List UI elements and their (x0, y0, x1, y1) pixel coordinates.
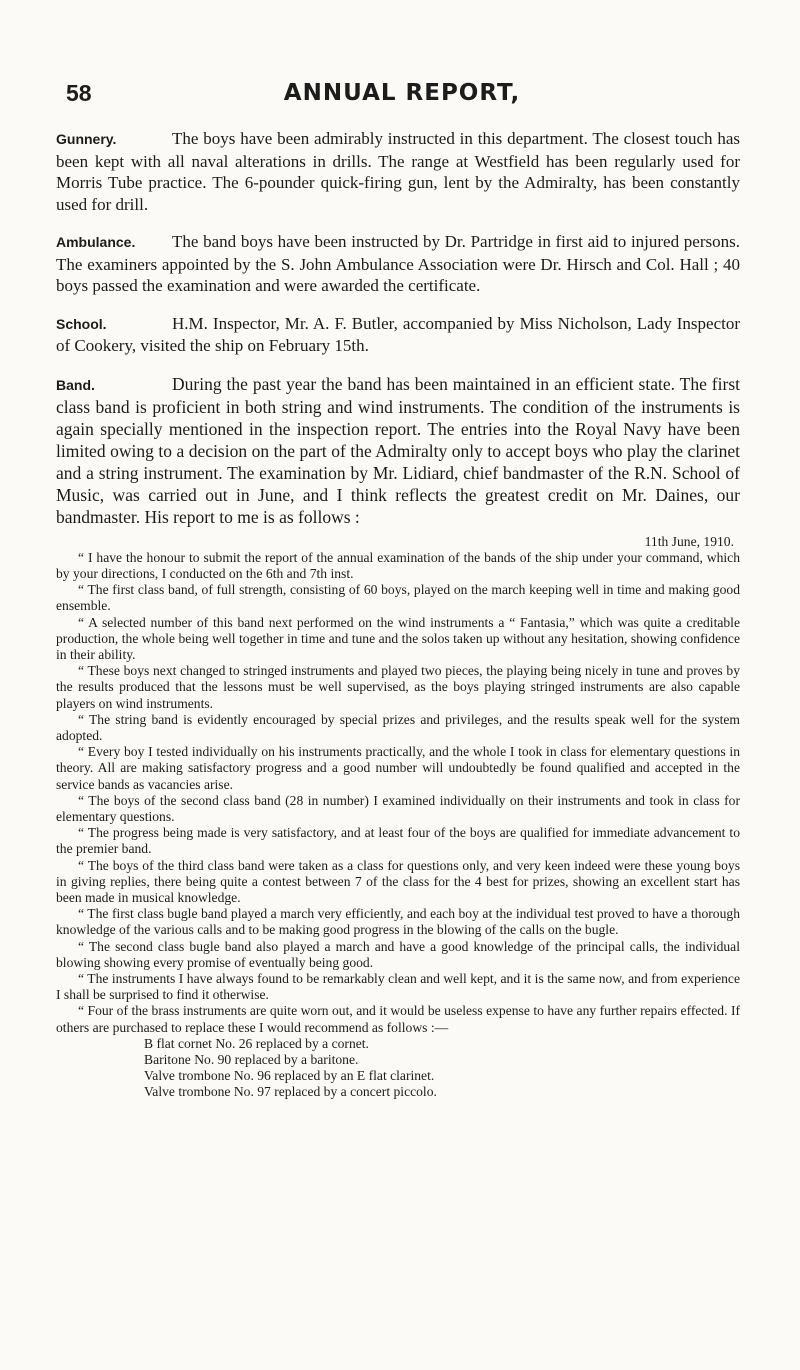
page-number: 58 (66, 80, 92, 106)
recommendation-list (144, 1036, 740, 1101)
section-heading: Ambulance. (56, 234, 136, 250)
page-header (66, 80, 738, 110)
letter-paragraph: “ I have the honour to submit the report of the annual examination of the bands of the ship under your command, which by your directions, I conducted on the 6th and 7th inst. (56, 549, 740, 581)
section-heading: School. (56, 315, 107, 332)
letter-paragraph: “ Every boy I tested individually on his instruments practically, and the whole I took in class for elementary questions in theory. All are making satisfactory progress and a good number will undoubtedly be found qualified and accepted in the service bands as vacancies arise. (56, 744, 740, 792)
letter-paragraph: “ The progress being made is very satisfactory, and at least four of the boys are qualified for immediate advancement to the premier band. (56, 825, 740, 857)
letter-paragraph: “ The second class bugle band also played a march and have a good knowledge of the principal calls, the individual blowing showing every promise of eventually being good. (56, 938, 740, 970)
letter-paragraph: “ These boys next changed to stringed instruments and played two pieces, the playing being nicely in tune and proves by the results produced that the lessons must be well supervised, as the boys playing stringed instruments are also capable players on wind instruments. (56, 663, 740, 711)
letter-paragraph: “ Four of the brass instruments are quite worn out, and it would be useless expense to have any further repairs effected. If others are purchased to replace these I would recommend as follows :— (56, 1003, 740, 1035)
section-text: H.M. Inspector, Mr. A. F. Butler, accompanied by Miss Nicholson, Lady Inspector of Cookery, visited the ship on February 15th. (56, 313, 740, 355)
section-text: The boys have been admirably instructed in this department. The closest touch has been kept with all naval alterations in drills. The range at Westfield has been regularly used for Morris Tube practice. The 6-pounder quick-firing gun, lent by the Admiralty, has been constantly used for drill. (56, 129, 740, 214)
section-text: The band boys have been instructed by Dr. Partridge in first aid to injured persons. The examiners appointed by the S. John Ambulance Association were Dr. Hirsch and Col. Hall ; 40 boys passed the examination and were awarded the certificate. (56, 232, 740, 295)
bandmaster-report-letter (56, 534, 740, 1101)
recommendation-item: B flat cornet No. 26 replaced by a cornet. (144, 1035, 369, 1051)
section-gunnery (56, 128, 740, 215)
letter-paragraph: “ A selected number of this band next performed on the wind instruments a “ Fantasia,” which was quite a creditable production, the whole being well together in time and tune and the solos taken up without any hesitation, showing confidence in their ability. (56, 614, 740, 662)
letter-paragraph: “ The first class bugle band played a march very efficiently, and each boy at the individual test proved to have a thorough knowledge of the various calls and to be making good progress in the blowing of the calls on the bugle. (56, 906, 740, 938)
letter-paragraph: “ The instruments I have always found to be remarkably clean and well kept, and it is the same now, and from experience I shall be surprised to find it otherwise. (56, 970, 740, 1003)
recommendation-item: Baritone No. 90 replaced by a baritone. (144, 1052, 359, 1067)
page-content (56, 128, 740, 1101)
letter-paragraph: “ The first class band, of full strength, consisting of 60 boys, played on the march keeping well in time and making good ensemble. (56, 582, 740, 614)
letter-date: 11th June, 1910. (644, 533, 734, 549)
section-band (56, 373, 740, 528)
section-heading: Gunnery. (56, 131, 117, 147)
recommendation-item: Valve trombone No. 96 replaced by an E flat clarinet. (144, 1068, 435, 1084)
letter-paragraph: “ The boys of the third class band were taken as a class for questions only, and very keen indeed were these young boys in giving replies, there being quite a contest between 7 of the class for the 4 best for prizes, showing an excellent start has been made in musical knowledge. (56, 857, 740, 905)
section-ambulance (56, 231, 740, 297)
running-title: ANNUAL REPORT, (283, 80, 521, 106)
section-text: During the past year the band has been maintained in an efficient state. The first class band is proficient in both string and wind instruments. The condition of the instruments is again specially mentioned in the inspection report. The entries into the Royal Navy have been limited owing to a decision on the part of the Admiralty only to accept boys who play the clarinet and a string instrument. The examination by Mr. Lidiard, chief bandmaster of the R.N. School of Music, was carried out in June, and I think reflects the greatest credit on Mr. Daines, our bandmaster. His report to me is as follows : (56, 373, 740, 527)
recommendation-item: Valve trombone No. 97 replaced by a concert piccolo. (144, 1084, 437, 1100)
letter-paragraph: “ The string band is evidently encouraged by special prizes and privileges, and the results speak well for the system adopted. (56, 711, 740, 743)
section-school (56, 313, 740, 357)
letter-paragraph: “ The boys of the second class band (28 in number) I examined individually on their instruments and took in class for elementary questions. (56, 792, 740, 824)
section-heading: Band. (56, 376, 95, 393)
